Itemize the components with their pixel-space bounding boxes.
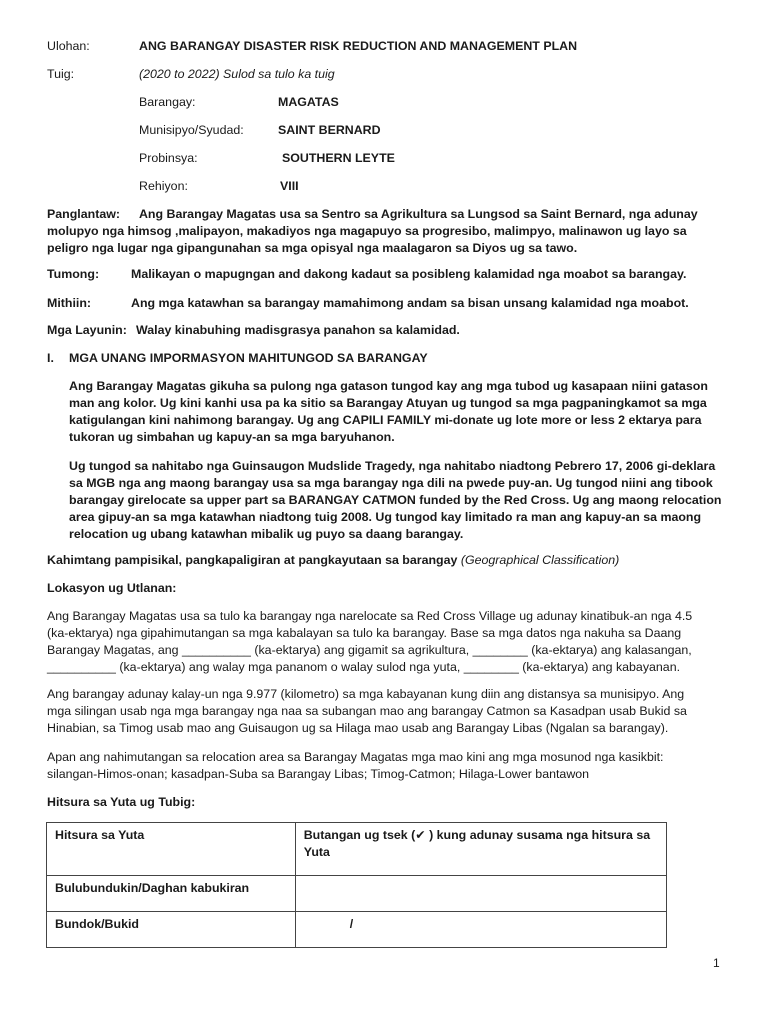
kahimtang-text: Kahimtang pampisikal, pangkapaligiran at pangkayutaan sa barangay [47, 553, 458, 567]
tuig-label: Tuig: [47, 67, 75, 81]
lokasyon-heading: Lokasyon ug Utlanan: [47, 581, 177, 595]
panglantaw-line1: Ang Barangay Magatas usa sa Sentro sa Agrikultura sa Lungsod sa Saint Bernard, nga adunay [138, 207, 698, 221]
kahimtang-heading [47, 553, 619, 567]
panglantaw-label: Panglantaw: [47, 207, 120, 221]
table-row [47, 876, 667, 912]
history-p2-line: relocation ug ubang katawhan mibalik ug puyo sa daang barangay. [69, 527, 464, 541]
lokasyon-p2-line: Hinabian, sa Timog usab mao ang Guisaugon ug sa Hilaga mao usab ang Barangay Libas (Ngalan sa barangay). [47, 721, 669, 735]
lokasyon-p1-line: (ka-ektarya) nga gipahimutangan sa mga kabalayan sa tulo ka barangay. Base sa mga datos nga nakuha sa Daang [47, 626, 682, 640]
munisipyo-value: SAINT BERNARD [278, 123, 381, 137]
history-p1-line: katigulangan kini nahimong barangay. Ug ang CAPILI FAMILY mi-donate ug lote more or less 2 ektarya para [69, 413, 702, 427]
history-p2-line: area gipuy-an sa mga katawhan niadtong tuig 2008. Ug tungod kay limitado ra man ang kapuy-an sa maong [69, 510, 702, 524]
table-cell-label: Bundok/Bukid [47, 912, 296, 948]
lokasyon-p3-line: Apan ang nahimutangan sa relocation area sa Barangay Magatas mga mao kini ang mga mosunod nga kasikbit: [47, 750, 664, 764]
page-number: 1 [713, 956, 720, 970]
lokasyon-p2-line: Ang barangay adunay kalay-un nga 9.977 (kilometro) sa mga kabayanan kung diin ang distansya sa munisipyo. Ang [47, 687, 685, 701]
probinsya-value: SOUTHERN LEYTE [282, 151, 395, 165]
layunin-text: Walay kinabuhing madisgrasya panahon sa kalamidad. [136, 323, 460, 337]
panglantaw-block [47, 206, 710, 257]
ulohan-label: Ulohan: [47, 39, 90, 53]
lokasyon-p1-line: Barangay Magatas, ang __________ (ka-ektarya) ang gigamit sa agrikultura, ________ (ka-ektarya) ang kalasangan, [47, 643, 692, 657]
history-p2-line: barangay girelocate sa upper part sa BARANGAY CATMON funded by the Red Cross. Ug ang maong relocation [69, 493, 722, 507]
lokasyon-paragraph-3 [47, 749, 720, 783]
panglantaw-line2: molupyo nga himsog ,malipayon, makadiyos nga magapuyo sa progresibo, malimpyo, malinawon ug layo sa [47, 224, 687, 238]
table-cell-label: Bulubundukin/Daghan kabukiran [47, 876, 296, 912]
rehiyon-label: Rehiyon: [139, 179, 188, 193]
kahimtang-italic: (Geographical Classification) [460, 553, 620, 567]
history-p1-line: tukoran ug simbahan ug kapuy-an sa mga baryuhanon. [69, 430, 395, 444]
barangay-value: MAGATAS [278, 95, 339, 109]
layunin-label: Mga Layunin: [47, 323, 127, 337]
mithiin-label: Mithiin: [47, 296, 92, 310]
tuig-value: (2020 to 2022) Sulod sa tulo ka tuig [139, 67, 335, 81]
table-cell-check: / [295, 912, 666, 948]
ulohan-value: ANG BARANGAY DISASTER RISK REDUCTION AND MANAGEMENT PLAN [139, 39, 578, 53]
hitsura-table [46, 822, 667, 948]
lokasyon-p2-line: mga silingan usab nga mga barangay nga naa sa subangan mao ang barangay Catmon sa Kasadpan usab Bukid sa [47, 704, 687, 718]
history-p2-line: Ug tungod sa nahitabo nga Guinsaugon Mudslide Tragedy, nga nahitabo niadtong Pebrero 17, 2006 gi-deklara [69, 459, 716, 473]
table-header-row [47, 823, 667, 876]
tumong-label: Tumong: [47, 267, 100, 281]
lokasyon-p1-line: __________ (ka-ektarya) ang walay mga pananom o walay sulod nga yuta, ________ (ka-ektarya) ang kabayanan. [47, 660, 681, 674]
history-paragraph-2 [69, 458, 722, 543]
history-p1-line: Ang Barangay Magatas gikuha sa pulong nga gatason tungod kay ang mga tubod ug kasapaan niini gatason [69, 379, 708, 393]
lokasyon-p3-line: silangan-Himos-onan; kasadpan-Suba sa Barangay Libas; Timog-Catmon; Hilaga-Lower bantawon [47, 767, 590, 781]
table-row [47, 912, 667, 948]
table-header-cell: Butangan ug tsek (✔ ) kung adunay susama nga hitsura sa Yuta [295, 823, 666, 876]
lokasyon-paragraph-2 [47, 686, 720, 737]
tumong-text: Malikayan o mapugngan and dakong kadaut sa posibleng kalamidad nga moabot sa barangay. [131, 267, 687, 281]
probinsya-label: Probinsya: [139, 151, 198, 165]
section-number: I. [47, 351, 54, 365]
hitsura-heading: Hitsura sa Yuta ug Tubig: [47, 795, 196, 809]
rehiyon-value: VIII [280, 179, 299, 193]
mithiin-text: Ang mga katawhan sa barangay mamahimong andam sa bisan unsang kalamidad nga moabot. [131, 296, 689, 310]
table-header-cell: Hitsura sa Yuta [47, 823, 296, 876]
history-p2-line: sa MGB nga ang maong barangay usa sa mga barangay nga dili na pwede puy-an. Ug tungod niini ang tibook [69, 476, 713, 490]
munisipyo-label: Munisipyo/Syudad: [139, 123, 244, 137]
panglantaw-line3: peligro nga lugar nga gipangunahan sa mga opisyal nga maalagaron sa Diyos ug sa tawo. [47, 241, 578, 255]
section-title: MGA UNANG IMPORMASYON MAHITUNGOD SA BARANGAY [69, 351, 428, 365]
barangay-label: Barangay: [139, 95, 196, 109]
lokasyon-paragraph-1 [47, 608, 720, 676]
lokasyon-p1-line: Ang Barangay Magatas usa sa tulo ka barangay nga narelocate sa Red Cross Village ug adunay kinatibuk-an nga 4.5 [47, 609, 693, 623]
history-p1-line: man ang kolor. Ug kini kanhi usa pa ka sitio sa Barangay Atuyan ug tungod sa mga pagpaningkamot sa mga [69, 396, 707, 410]
history-paragraph-1 [69, 378, 714, 446]
table-cell-check [295, 876, 666, 912]
